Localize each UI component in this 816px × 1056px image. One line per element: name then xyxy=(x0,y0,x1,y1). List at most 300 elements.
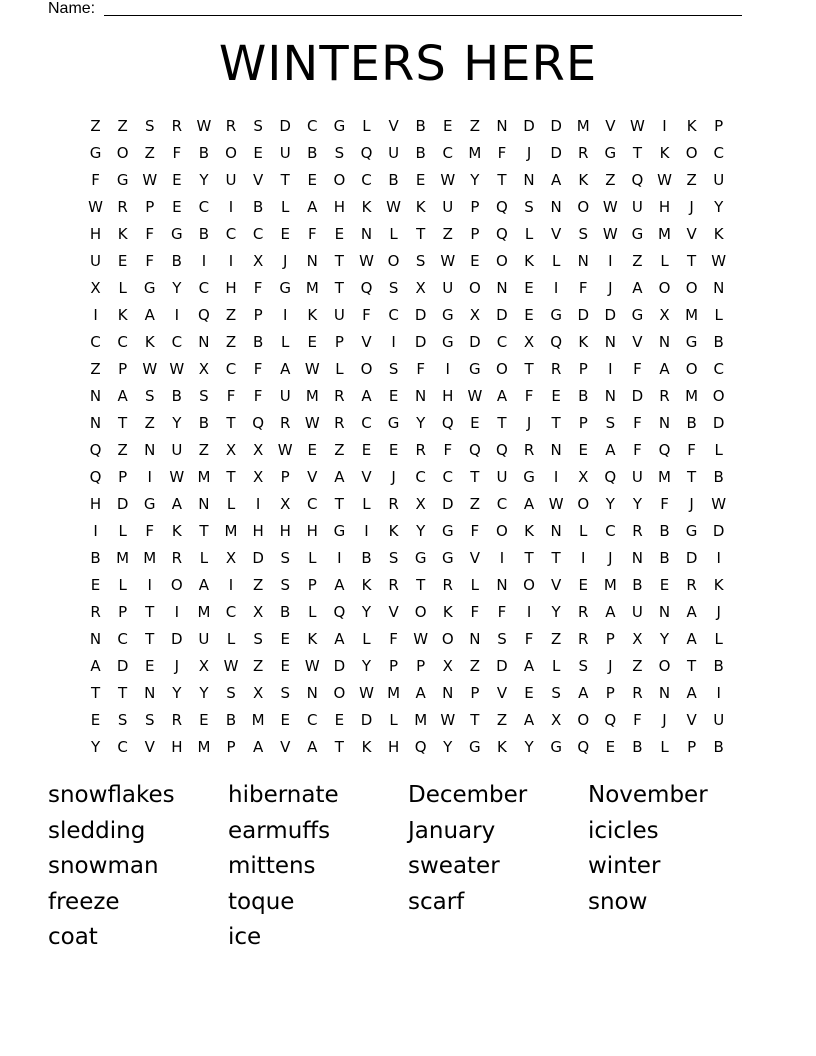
grid-letter: F xyxy=(253,360,263,378)
grid-letter: T xyxy=(524,360,534,378)
grid-letter: S xyxy=(253,630,263,648)
grid-letter: C xyxy=(442,468,453,486)
grid-letter: R xyxy=(550,360,562,378)
grid-letter: U xyxy=(631,603,643,621)
grid-letter: I xyxy=(608,252,613,270)
grid-letter: O xyxy=(712,387,725,405)
grid-letter: G xyxy=(631,225,644,243)
grid-letter: O xyxy=(658,279,671,297)
grid-letter: M xyxy=(658,468,671,486)
grid-letter: J xyxy=(282,252,288,270)
grid-letter: Q xyxy=(360,279,373,297)
grid-letter: N xyxy=(496,279,508,297)
grid-letter: W xyxy=(657,171,672,189)
grid-letter: P xyxy=(280,468,290,486)
grid-letter: P xyxy=(470,684,480,702)
grid-letter: M xyxy=(414,711,428,729)
grid-letter: B xyxy=(171,252,182,270)
grid-letter: W xyxy=(142,171,158,189)
word-bank-item: toque xyxy=(228,888,295,915)
grid-letter: A xyxy=(361,387,372,405)
grid-letter: K xyxy=(361,198,372,216)
grid-letter: Q xyxy=(658,441,671,459)
grid-letter: S xyxy=(578,657,588,675)
grid-letter: Q xyxy=(496,198,508,216)
grid-letter: Y xyxy=(199,171,209,189)
grid-letter: A xyxy=(90,657,101,675)
grid-letter: K xyxy=(578,333,589,351)
grid-letter: A xyxy=(280,360,291,378)
grid-letter: G xyxy=(333,117,346,135)
grid-letter: A xyxy=(334,576,345,594)
grid-letter: G xyxy=(441,306,454,324)
grid-letter: R xyxy=(523,441,535,459)
grid-letter: M xyxy=(224,522,238,540)
grid-letter: Z xyxy=(117,441,128,459)
letter-grid xyxy=(82,113,732,761)
grid-letter: F xyxy=(633,441,642,459)
grid-letter: I xyxy=(445,360,450,378)
grid-letter: R xyxy=(117,198,128,216)
grid-letter: I xyxy=(147,576,152,594)
grid-letter: T xyxy=(145,630,155,648)
grid-letter: H xyxy=(658,198,671,216)
grid-letter: A xyxy=(523,495,535,513)
grid-letter: U xyxy=(198,630,210,648)
grid-letter: N xyxy=(89,414,102,432)
grid-letter: O xyxy=(496,360,508,378)
grid-letter: O xyxy=(225,144,237,162)
grid-letter: X xyxy=(90,279,101,297)
grid-letter: K xyxy=(307,306,318,324)
grid-letter: L xyxy=(524,225,534,243)
grid-letter: C xyxy=(117,738,128,756)
grid-letter: O xyxy=(360,360,373,378)
grid-letter: N xyxy=(360,225,373,243)
grid-letter: Y xyxy=(524,738,534,756)
grid-letter: B xyxy=(415,117,426,135)
grid-letter: V xyxy=(144,738,155,756)
grid-letter: M xyxy=(305,279,319,297)
grid-letter: T xyxy=(334,252,344,270)
grid-letter: L xyxy=(470,576,480,594)
grid-letter: B xyxy=(198,144,210,162)
grid-letter: O xyxy=(685,360,698,378)
grid-letter: M xyxy=(658,225,671,243)
grid-letter: Z xyxy=(225,333,237,351)
grid-letter: E xyxy=(307,171,318,189)
grid-letter: T xyxy=(145,603,155,621)
grid-letter: R xyxy=(632,684,643,702)
grid-letter: R xyxy=(171,549,183,567)
grid-letter: G xyxy=(685,333,698,351)
grid-letter: P xyxy=(145,198,155,216)
grid-letter: L xyxy=(226,630,236,648)
grid-letter: D xyxy=(469,333,481,351)
grid-letter: A xyxy=(578,684,589,702)
grid-letter: D xyxy=(279,117,291,135)
grid-letter: O xyxy=(387,252,400,270)
grid-letter: Z xyxy=(632,657,643,675)
grid-letter: J xyxy=(716,603,721,621)
grid-letter: Q xyxy=(577,738,590,756)
grid-letter: M xyxy=(387,684,401,702)
grid-letter: M xyxy=(685,387,699,405)
grid-letter: C xyxy=(496,495,508,513)
grid-letter: J xyxy=(689,495,694,513)
grid-letter: S xyxy=(253,117,263,135)
grid-letter: N xyxy=(604,333,616,351)
grid-letter: P xyxy=(605,684,615,702)
grid-letter: O xyxy=(577,198,590,216)
word-bank-item: winter xyxy=(588,853,661,880)
grid-letter: M xyxy=(197,468,211,486)
grid-letter: S xyxy=(388,360,399,378)
grid-letter: C xyxy=(225,225,237,243)
grid-letter: G xyxy=(414,549,427,567)
grid-letter: F xyxy=(497,603,507,621)
name-label: Name: xyxy=(48,0,96,17)
grid-letter: C xyxy=(225,603,237,621)
grid-letter: M xyxy=(603,576,617,594)
grid-letter: Y xyxy=(416,414,426,432)
grid-letter: A xyxy=(551,171,562,189)
grid-letter: U xyxy=(496,468,508,486)
grid-letter: W xyxy=(142,360,158,378)
grid-letter: E xyxy=(388,387,399,405)
grid-letter: N xyxy=(658,684,671,702)
grid-letter: E xyxy=(524,306,534,324)
grid-letter: P xyxy=(470,225,480,243)
grid-letter: S xyxy=(388,279,399,297)
grid-letter: Y xyxy=(714,198,724,216)
grid-letter: R xyxy=(442,576,453,594)
grid-letter: D xyxy=(414,306,427,324)
grid-letter: F xyxy=(253,279,263,297)
grid-letter: T xyxy=(416,576,426,594)
grid-letter: Y xyxy=(416,522,426,540)
name-underline xyxy=(104,15,742,16)
grid-letter: E xyxy=(578,576,588,594)
grid-letter: A xyxy=(415,684,426,702)
grid-letter: E xyxy=(307,333,318,351)
grid-letter: M xyxy=(576,117,590,135)
grid-letter: S xyxy=(578,225,588,243)
grid-letter: N xyxy=(577,252,589,270)
grid-letter: U xyxy=(225,171,237,189)
grid-letter: L xyxy=(579,522,588,540)
grid-letter: A xyxy=(117,387,128,405)
grid-letter: L xyxy=(335,360,344,378)
grid-letter: K xyxy=(524,522,534,540)
grid-letter: W xyxy=(467,387,483,405)
grid-letter: C xyxy=(361,171,372,189)
grid-letter: Q xyxy=(198,306,210,324)
grid-letter: U xyxy=(279,144,291,162)
grid-letter: E xyxy=(524,684,534,702)
grid-letter: O xyxy=(496,252,508,270)
grid-letter: S xyxy=(551,684,561,702)
grid-letter: N xyxy=(496,117,508,135)
grid-letter: S xyxy=(497,630,507,648)
grid-letter: X xyxy=(252,603,264,621)
grid-letter: O xyxy=(577,495,590,513)
word-bank-item: sledding xyxy=(48,817,146,844)
grid-letter: O xyxy=(523,576,535,594)
grid-letter: X xyxy=(252,684,264,702)
grid-letter: F xyxy=(307,225,317,243)
grid-letter: A xyxy=(334,468,345,486)
grid-letter: P xyxy=(118,360,128,378)
grid-letter: D xyxy=(252,549,264,567)
grid-letter: A xyxy=(252,738,264,756)
grid-letter: X xyxy=(578,468,589,486)
grid-letter: S xyxy=(226,684,236,702)
grid-letter: B xyxy=(659,522,670,540)
grid-letter: F xyxy=(145,225,155,243)
grid-letter: T xyxy=(551,549,561,567)
word-bank-item: freeze xyxy=(48,888,120,915)
grid-letter: E xyxy=(361,441,372,459)
grid-letter: O xyxy=(414,603,427,621)
grid-letter: Z xyxy=(442,225,453,243)
grid-letter: E xyxy=(524,279,534,297)
grid-letter: F xyxy=(524,630,534,648)
grid-letter: O xyxy=(333,684,346,702)
grid-letter: O xyxy=(468,279,481,297)
grid-letter: V xyxy=(361,333,372,351)
grid-letter: D xyxy=(604,306,617,324)
grid-letter: G xyxy=(469,360,481,378)
grid-letter: K xyxy=(388,522,399,540)
grid-letter: T xyxy=(687,468,697,486)
grid-letter: Y xyxy=(632,495,642,513)
grid-letter: F xyxy=(633,711,642,729)
grid-letter: F xyxy=(524,387,534,405)
grid-letter: E xyxy=(470,252,480,270)
grid-letter: F xyxy=(389,630,398,648)
grid-letter: T xyxy=(334,495,344,513)
word-bank-item: November xyxy=(588,782,708,808)
grid-letter: Y xyxy=(659,630,670,648)
grid-letter: R xyxy=(659,387,670,405)
grid-letter: E xyxy=(659,576,670,594)
grid-letter: J xyxy=(526,144,532,162)
grid-letter: Y xyxy=(361,603,372,621)
grid-letter: W xyxy=(386,198,401,216)
grid-letter: B xyxy=(578,387,589,405)
grid-letter: S xyxy=(334,144,345,162)
grid-letter: Y xyxy=(199,684,209,702)
grid-letter: E xyxy=(280,657,290,675)
grid-letter: Y xyxy=(172,684,182,702)
grid-letter: N xyxy=(550,198,562,216)
grid-letter: C xyxy=(307,495,318,513)
grid-letter: L xyxy=(362,495,371,513)
grid-letter: C xyxy=(442,144,453,162)
word-bank-item: mittens xyxy=(228,853,316,880)
grid-letter: Y xyxy=(443,738,453,756)
grid-letter: G xyxy=(550,738,562,756)
grid-letter: E xyxy=(117,252,128,270)
grid-letter: B xyxy=(171,387,182,405)
grid-letter: C xyxy=(307,711,318,729)
grid-letter: A xyxy=(171,495,182,513)
grid-letter: M xyxy=(197,738,211,756)
grid-letter: O xyxy=(577,711,590,729)
grid-letter: G xyxy=(171,225,183,243)
grid-letter: G xyxy=(441,549,454,567)
grid-letter: G xyxy=(441,522,454,540)
grid-letter: O xyxy=(441,630,454,648)
grid-letter: A xyxy=(198,576,210,594)
grid-letter: S xyxy=(415,252,426,270)
word-bank-item: snow xyxy=(588,888,648,915)
grid-letter: D xyxy=(441,495,454,513)
grid-letter: U xyxy=(442,279,454,297)
grid-letter: J xyxy=(608,549,613,567)
grid-letter: C xyxy=(171,333,183,351)
grid-letter: E xyxy=(334,225,345,243)
grid-letter: C xyxy=(198,198,210,216)
grid-letter: Z xyxy=(469,657,480,675)
grid-letter: K xyxy=(578,171,589,189)
grid-letter: T xyxy=(199,522,209,540)
grid-letter: M xyxy=(116,549,130,567)
grid-letter: Q xyxy=(252,414,265,432)
grid-letter: N xyxy=(198,495,210,513)
grid-letter: I xyxy=(201,252,207,270)
grid-letter: K xyxy=(686,117,697,135)
word-bank-item: December xyxy=(408,782,528,808)
grid-letter: S xyxy=(117,711,128,729)
grid-letter: H xyxy=(225,279,237,297)
grid-letter: V xyxy=(252,171,264,189)
grid-letter: V xyxy=(388,603,399,621)
word-bank-item: scarf xyxy=(408,888,465,915)
grid-letter: I xyxy=(337,549,342,567)
grid-letter: C xyxy=(198,279,210,297)
grid-letter: L xyxy=(308,603,317,621)
grid-letter: V xyxy=(496,684,508,702)
grid-letter: D xyxy=(631,387,644,405)
grid-letter: Z xyxy=(252,657,264,675)
grid-letter: F xyxy=(253,387,263,405)
grid-letter: F xyxy=(416,360,425,378)
grid-letter: E xyxy=(605,738,616,756)
grid-letter: G xyxy=(279,279,292,297)
grid-letter: K xyxy=(307,630,318,648)
grid-letter: S xyxy=(280,576,290,594)
grid-letter: Z xyxy=(117,117,128,135)
grid-letter: K xyxy=(442,603,453,621)
grid-letter: E xyxy=(90,576,101,594)
grid-letter: L xyxy=(362,117,371,135)
grid-letter: F xyxy=(660,495,669,513)
word-bank-item: hibernate xyxy=(228,782,339,808)
grid-letter: K xyxy=(361,576,372,594)
grid-letter: F xyxy=(470,603,480,621)
grid-letter: P xyxy=(253,306,263,324)
grid-letter: I xyxy=(581,549,586,567)
grid-letter: Z xyxy=(144,414,155,432)
grid-letter: I xyxy=(93,306,98,324)
grid-letter: H xyxy=(442,387,454,405)
grid-letter: J xyxy=(689,198,694,216)
grid-letter: W xyxy=(440,171,456,189)
grid-letter: N xyxy=(658,603,671,621)
grid-letter: R xyxy=(90,603,101,621)
grid-letter: N xyxy=(144,441,156,459)
grid-letter: I xyxy=(228,198,234,216)
grid-letter: A xyxy=(659,360,670,378)
grid-letter: T xyxy=(334,738,344,756)
grid-letter: K xyxy=(171,522,182,540)
grid-letter: R xyxy=(686,576,697,594)
grid-letter: X xyxy=(659,306,670,324)
grid-letter: B xyxy=(198,225,210,243)
grid-letter: J xyxy=(391,468,396,486)
grid-letter: W xyxy=(548,495,564,513)
word-bank-item: January xyxy=(408,817,496,844)
grid-letter: A xyxy=(144,306,155,324)
grid-letter: K xyxy=(144,333,155,351)
grid-letter: D xyxy=(116,495,129,513)
grid-letter: T xyxy=(90,684,101,702)
grid-letter: D xyxy=(550,144,562,162)
grid-letter: T xyxy=(334,279,344,297)
grid-letter: S xyxy=(524,198,534,216)
grid-letter: R xyxy=(334,387,345,405)
grid-letter: S xyxy=(199,387,209,405)
grid-letter: C xyxy=(713,144,724,162)
grid-letter: K xyxy=(361,738,372,756)
grid-letter: I xyxy=(608,360,613,378)
grid-letter: T xyxy=(416,225,426,243)
grid-letter: B xyxy=(361,549,372,567)
grid-letter: A xyxy=(523,711,535,729)
grid-letter: P xyxy=(578,360,588,378)
grid-letter: T xyxy=(497,414,507,432)
grid-letter: B xyxy=(415,144,426,162)
grid-letter: V xyxy=(632,333,643,351)
grid-letter: F xyxy=(226,387,236,405)
grid-letter: W xyxy=(196,117,212,135)
grid-letter: E xyxy=(280,225,290,243)
grid-letter: B xyxy=(280,603,291,621)
grid-letter: S xyxy=(388,549,399,567)
grid-letter: B xyxy=(388,171,399,189)
grid-letter: P xyxy=(714,117,724,135)
grid-letter: J xyxy=(608,657,613,675)
grid-letter: F xyxy=(687,441,696,459)
grid-letter: F xyxy=(172,144,182,162)
grid-letter: C xyxy=(90,333,101,351)
grid-letter: V xyxy=(686,711,697,729)
grid-letter: V xyxy=(361,468,372,486)
grid-letter: P xyxy=(118,603,128,621)
grid-letter: M xyxy=(305,387,319,405)
grid-letter: P xyxy=(416,657,426,675)
grid-letter: D xyxy=(685,549,698,567)
grid-letter: U xyxy=(171,441,183,459)
grid-letter: I xyxy=(716,549,721,567)
grid-letter: Q xyxy=(333,603,346,621)
grid-letter: T xyxy=(551,414,561,432)
word-bank-item: coat xyxy=(48,924,98,951)
grid-letter: B xyxy=(686,414,697,432)
grid-letter: B xyxy=(713,468,724,486)
